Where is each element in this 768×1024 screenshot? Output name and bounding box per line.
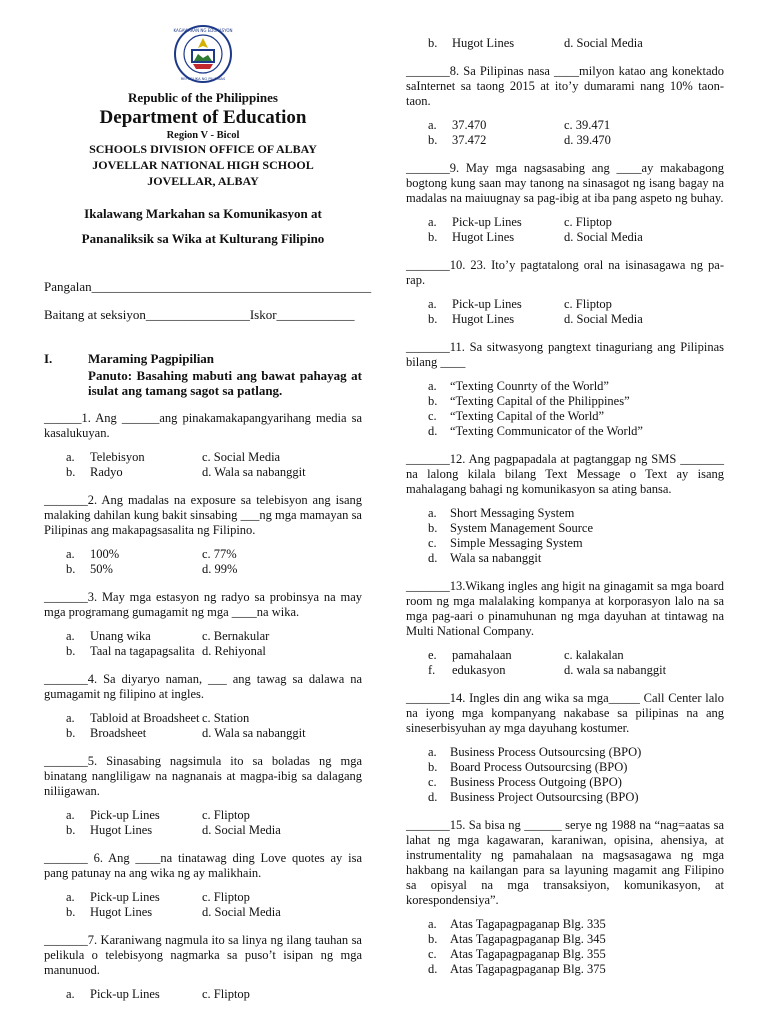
division-line: SCHOOLS DIVISION OFFICE OF ALBAY [89, 142, 317, 156]
option[interactable]: d. Wala sa nabanggit [202, 726, 306, 740]
question-15: _______15. Sa bisa ng ______ serye ng 1988 na “nag=aatas sa lahat ng mga kagawaran, karaniwan, opisina, ahensiya, at instrumentality ng pamahalaan na magsasagawa ng mga hakbang na kailangan para sa layuning magamit ang Filipino sa opisyal na mga transaksiyon, komunikasyon, at korespondensiya”. [406, 818, 724, 907]
option[interactable]: b. Hugot Lines [428, 230, 515, 244]
option[interactable]: c. Fliptop [564, 297, 612, 311]
question-8: _______8. Sa Pilipinas nasa ____milyon katao ang konektado saInternet sa taong 2015 at ito’y dumarami nang 10% taon-taon. [406, 64, 724, 108]
exam-title-line-2: Pananaliksik sa Wika at Kulturang Filipino [81, 231, 325, 246]
option[interactable]: a. Pick-up Lines [66, 890, 160, 904]
question-5: _______5. Sinasabing nagsimula ito sa boladas ng mga binatang nangliligaw na nagnanais at magpa-ibig sa dalagang niliigawan. [44, 754, 362, 798]
option[interactable]: d. Rehiyonal [202, 644, 266, 658]
options-12 [406, 506, 724, 566]
option[interactable]: d. Social Media [202, 823, 281, 837]
option[interactable]: b. 50% [66, 562, 113, 576]
department-title: Department of Education [99, 107, 307, 128]
option[interactable]: a. Pick-up Lines [66, 808, 160, 822]
options-5 [44, 808, 362, 838]
option[interactable]: b. Board Process Outsourcsing (BPO) [428, 760, 628, 774]
question-9: _______9. May mga nagsasabing ang ____ay makabagong bogtong kung saan may tanong na sinasagot ng isang bagay na madalas na maiuugnay sa pag-ibig at iba pang aspeto ng buhay. [406, 161, 724, 205]
republic-line: Republic of the Philippines [128, 90, 278, 105]
option[interactable]: a. 100% [66, 547, 120, 561]
option[interactable]: c. “Texting Capital of the World” [428, 409, 605, 423]
options-9 [406, 215, 724, 245]
option[interactable]: b. Hugot Lines [66, 905, 153, 919]
options-6 [44, 890, 362, 920]
option[interactable]: c. Fliptop [202, 890, 250, 904]
question-1: ______1. Ang ______ang pinakamakapangyarihang media sa kasalukuyan. [44, 411, 362, 440]
options-11 [406, 379, 724, 439]
svg-text:KAGAWARAN NG EDUKASYON: KAGAWARAN NG EDUKASYON [173, 28, 233, 33]
exam-title-line-1: Ikalawang Markahan sa Komunikasyon at [84, 206, 322, 221]
name-field[interactable]: Pangalan___________________________________________ [44, 279, 372, 294]
student-fields [44, 273, 372, 329]
exam-title [44, 201, 362, 251]
option[interactable]: b. Taal na tagapagsalita [66, 644, 195, 658]
section-title: Maraming Pagpipilian [88, 351, 215, 366]
option[interactable]: d. Social Media [564, 312, 643, 326]
option[interactable]: b. 37.472 [428, 133, 487, 147]
option[interactable]: d. Social Media [202, 905, 281, 919]
option[interactable]: b. Atas Tagapagpaganap Blg. 345 [428, 932, 606, 946]
question-12: _______12. Ang pagpapadala at pagtanggap ng SMS _______ na lalong kilala bilang Text Message o Text ay isang mahalagang bahagi ng komunikasyon sa ating bansa. [406, 452, 724, 496]
question-2: _______2. Ang madalas na exposure sa telebisyon ang isang malaking dahilan kung bakit sinsabing ___ng mga mamayan sa Pilipinas ang makapagsasalita ng Filipino. [44, 493, 362, 537]
options-4 [44, 711, 362, 741]
option[interactable]: a. Telebisyon [66, 450, 145, 464]
grade-score-field[interactable]: Baitang at seksiyon________________Iskor____________ [44, 307, 355, 322]
options-3 [44, 629, 362, 659]
option[interactable]: d. 39.470 [564, 133, 611, 147]
section-number: I. [44, 351, 53, 366]
option[interactable]: a. Pick-up Lines [428, 215, 522, 229]
option[interactable]: d. Social Media [564, 36, 643, 50]
svg-text:REPUBLIKA NG PILIPINAS: REPUBLIKA NG PILIPINAS [180, 77, 226, 81]
option[interactable]: a. Tabloid at Broadsheet [66, 711, 200, 725]
option[interactable]: d. wala sa nabanggit [564, 663, 667, 677]
option[interactable]: c. kalakalan [564, 648, 624, 662]
question-7: _______7. Karaniwang nagmula ito sa linya ng ilang tauhan sa pelikula o telebisyong nagmarka sa puso’t isipan ng mga manunuod. [44, 933, 362, 977]
options-13 [406, 648, 724, 678]
option[interactable]: d. Wala sa nabanggit [428, 551, 542, 565]
deped-seal-icon [164, 24, 242, 84]
option[interactable]: c. Bernakular [202, 629, 270, 643]
option[interactable]: b. Hugot Lines [428, 312, 515, 326]
option[interactable]: d. Wala sa nabanggit [202, 465, 306, 479]
options-14 [406, 745, 724, 805]
option[interactable]: a. Atas Tagapagpaganap Blg. 335 [428, 917, 606, 931]
option[interactable]: f. edukasyon [428, 663, 506, 677]
option[interactable]: c. Fliptop [202, 808, 250, 822]
options-7-continued [406, 36, 724, 51]
option[interactable]: c. Atas Tagapagpaganap Blg. 355 [428, 947, 606, 961]
options-2 [44, 547, 362, 577]
option[interactable]: c. Fliptop [202, 987, 250, 1001]
options-8 [406, 118, 724, 148]
option[interactable]: a. Business Process Outsourcsing (BPO) [428, 745, 642, 759]
location-line: JOVELLAR, ALBAY [147, 174, 259, 188]
option[interactable]: a. 37.470 [428, 118, 487, 132]
left-column [44, 0, 372, 1002]
option[interactable]: b. Radyo [66, 465, 123, 479]
question-14: _______14. Ingles din ang wika sa mga_____ Call Center lalo na iyong mga kompanyang nakabase sa pilipinas na ang sineserbisyuhan ay mga dayuhang kostumer. [406, 691, 724, 735]
option[interactable]: c. Business Process Outgoing (BPO) [428, 775, 622, 789]
options-7 [44, 987, 362, 1002]
section-instructions: Panuto: Basahing mabuti ang bawat pahayag at isulat ang tamang sagot sa patlang. [88, 368, 362, 398]
option[interactable]: c. Station [202, 711, 250, 725]
option[interactable]: d. 99% [202, 562, 238, 576]
school-line: JOVELLAR NATIONAL HIGH SCHOOL [92, 158, 314, 172]
option[interactable]: a. “Texting Counrty of the World” [428, 379, 609, 393]
option[interactable]: c. 77% [202, 547, 237, 561]
options-10 [406, 297, 724, 327]
option[interactable]: d. Social Media [564, 230, 643, 244]
option[interactable]: d. Business Project Outsourcsing (BPO) [428, 790, 639, 804]
section-header [44, 351, 362, 398]
option[interactable]: b. Hugot Lines [66, 823, 153, 837]
question-6: _______ 6. Ang ____na tinatawag ding Love quotes ay isa pang patunay na ang wika ng ay malikhain. [44, 851, 362, 880]
option[interactable]: d. Atas Tagapagpaganap Blg. 375 [428, 962, 606, 976]
question-3: _______3. May mga estasyon ng radyo sa probinsya na may mga programang gumagamit ng mga ____na wika. [44, 590, 362, 619]
region-line: Region V - Bicol [166, 130, 240, 141]
option[interactable]: b. Broadsheet [66, 726, 147, 740]
right-column [406, 36, 724, 977]
option[interactable]: b. System Management Source [428, 521, 594, 535]
option[interactable]: b. Hugot Lines [428, 36, 515, 50]
question-4: _______4. Sa diyaryo naman, ___ ang tawag sa dalawa na gumagamit ng filipino at ingles. [44, 672, 362, 701]
option[interactable]: b. “Texting Capital of the Philippines” [428, 394, 630, 408]
options-1 [44, 450, 362, 480]
option[interactable]: c. Simple Messaging System [428, 536, 583, 550]
header [44, 24, 362, 251]
option[interactable]: a. Short Messaging System [428, 506, 575, 520]
option[interactable]: d. “Texting Communicator of the World” [428, 424, 643, 438]
option[interactable]: a. Unang wika [66, 629, 151, 643]
option[interactable]: c. Fliptop [564, 215, 612, 229]
option[interactable]: a. Pick-up Lines [66, 987, 160, 1001]
option[interactable]: c. Social Media [202, 450, 281, 464]
option[interactable]: c. 39.471 [564, 118, 611, 132]
question-11: _______11. Sa sitwasyong pangtext tinaguriang ang Pilipinas bilang ____ [406, 340, 724, 369]
option[interactable]: a. Pick-up Lines [428, 297, 522, 311]
option[interactable]: e. pamahalaan [428, 648, 512, 662]
question-10: _______10. 23. Ito’y pagtatalong oral na isinasagawa ng pa-rap. [406, 258, 724, 287]
options-15 [406, 917, 724, 977]
question-13: _______13.Wikang ingles ang higit na ginagamit sa mga board room ng mga malalaking kompanya at korporasyon lalo na sa mga pag-aari o pinamuhunan ng mga dayuhan at tintawag na Multi National Company. [406, 579, 724, 638]
